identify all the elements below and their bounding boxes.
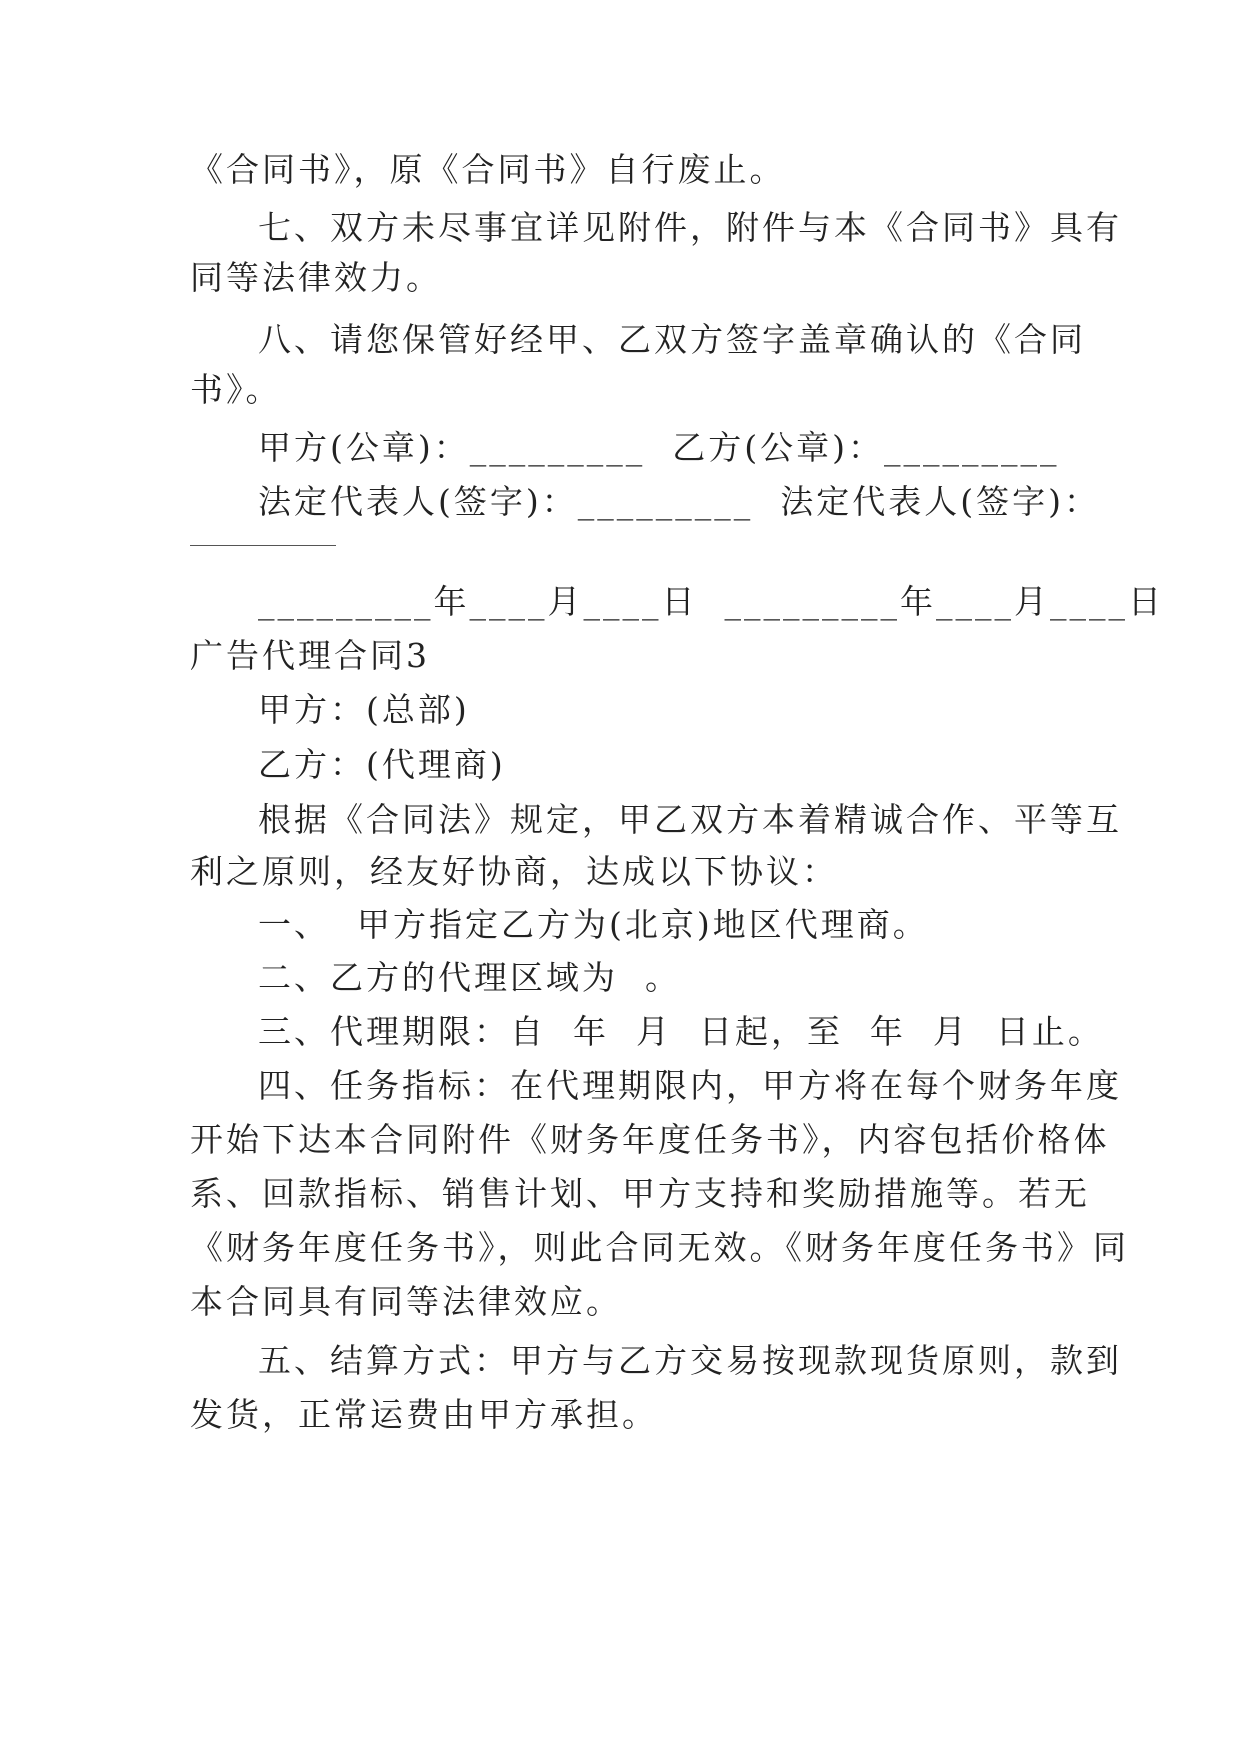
text-line: 发货，正常运费由甲方承担。 — [190, 1395, 658, 1434]
clause-4-line: 四、任务指标：在代理期限内，甲方将在每个财务年度 — [258, 1066, 1122, 1105]
date-line: _________年____月____日 _________年____月____日 — [258, 582, 1164, 621]
clause-7-line: 七、双方未尽事宜详见附件，附件与本《合同书》具有 — [258, 208, 1122, 247]
text-line: 《合同书》，原《合同书》自行废止。 — [190, 150, 786, 189]
party-b-line: 乙方：(代理商) — [258, 745, 506, 784]
preamble-line: 根据《合同法》规定，甲乙双方本着精诚合作、平等互 — [258, 800, 1122, 839]
clause-5-line: 五、结算方式：甲方与乙方交易按现款现货原则，款到 — [258, 1341, 1122, 1380]
clause-3-line: 三、代理期限：自 年 月 日起，至 年 月 日止。 — [258, 1012, 1104, 1051]
text-line: 开始下达本合同附件《财务年度任务书》，内容包括价格体 — [190, 1120, 1110, 1159]
text-line: 书》。 — [190, 370, 282, 409]
party-a-line: 甲方：(总部) — [258, 690, 470, 729]
text-line: 同等法律效力。 — [190, 258, 442, 297]
text-line: 《财务年度任务书》，则此合同无效。《财务年度任务书》同 — [190, 1228, 1129, 1267]
party-seal-line: 甲方(公章)：_________ 乙方(公章)：_________ — [258, 428, 1060, 467]
clause-8-line: 八、请您保管好经甲、乙双方签字盖章确认的《合同 — [258, 320, 1086, 359]
clause-1-line: 一、 甲方指定乙方为(北京)地区代理商。 — [258, 905, 929, 944]
text-line: 利之原则，经友好协商，达成以下协议： — [190, 852, 838, 891]
text-line: 系、回款指标、销售计划、甲方支持和奖励措施等。若无 — [190, 1174, 1090, 1213]
legal-representative-line: 法定代表人(签字)：_________ 法定代表人(签字)： — [258, 482, 1100, 521]
text-line: 本合同具有同等法律效应。 — [190, 1282, 622, 1321]
clause-2-line: 二、乙方的代理区域为 。 — [258, 958, 681, 997]
section-title: 广告代理合同3 — [190, 636, 430, 675]
signature-blank-line — [190, 545, 336, 546]
